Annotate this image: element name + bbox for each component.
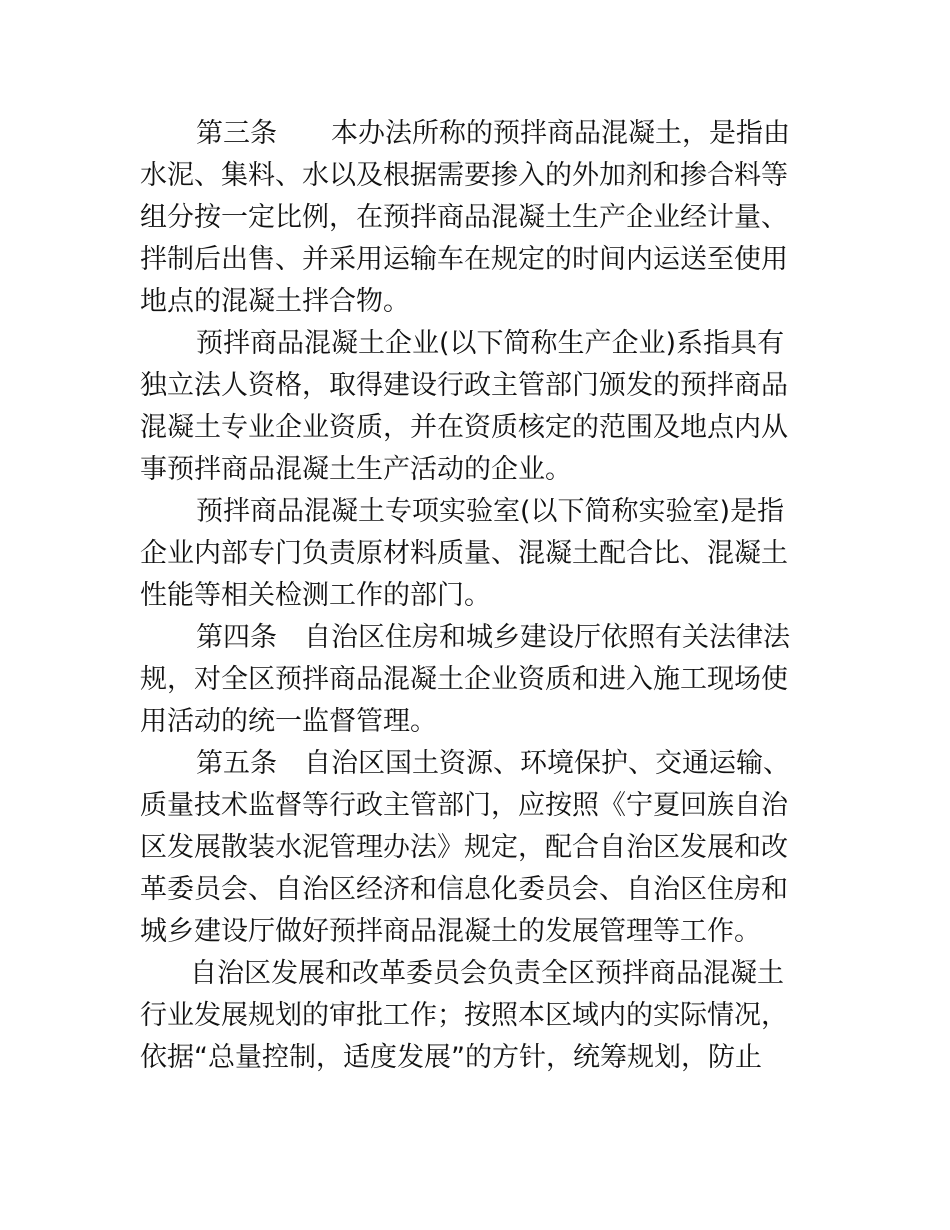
text-line: 预拌商品混凝土企业(以下简称生产企业)系指具有 [196,328,785,359]
text-line: 第四条 自治区住房和城乡建设厅依照有关法律法 [196,622,790,653]
text-line: 革委员会、自治区经济和信息化委员会、自治区住房和 [140,874,788,905]
text-line: 行业发展规划的审批工作；按照本区域内的实际情况， [140,1000,788,1031]
text-line: 组分按一定比例，在预拌商品混凝土生产企业经计量、 [140,202,788,233]
text-line: 规，对全区预拌商品混凝土企业资质和进入施工现场使 [140,664,788,695]
text-line: 用活动的统一监督管理。 [140,706,437,737]
text-line: 依据“总量控制，适度发展”的方针，统筹规划，防止 [140,1042,762,1073]
text-line: 城乡建设厅做好预拌商品混凝土的发展管理等工作。 [140,916,761,947]
document-body [140,113,815,1079]
text-line: 区发展散装水泥管理办法》规定，配合自治区发展和改 [140,832,788,863]
text-line: 第三条 本办法所称的预拌商品混凝土，是指由 [196,118,790,149]
text-line: 混凝土专业企业资质，并在资质核定的范围及地点内从 [140,412,788,443]
text-line: 企业内部专门负责原材料质量、混凝土配合比、混凝土 [140,538,788,569]
text-line: 性能等相关检测工作的部门。 [140,580,491,611]
text-line: 第五条 自治区国土资源、环境保护、交通运输、 [196,748,790,779]
text-line: 独立法人资格，取得建设行政主管部门颁发的预拌商品 [140,370,788,401]
text-line: 质量技术监督等行政主管部门，应按照《宁夏回族自治 [140,790,788,821]
text-line: 拌制后出售、并采用运输车在规定的时间内运送至使用 [140,244,788,275]
text-line: 自治区发展和改革委员会负责全区预拌商品混凝土 [190,958,784,989]
text-line: 地点的混凝土拌合物。 [140,286,410,317]
text-line: 水泥、集料、水以及根据需要掺入的外加剂和掺合料等 [140,160,788,191]
text-line: 事预拌商品混凝土生产活动的企业。 [140,454,572,485]
text-line: 预拌商品混凝土专项实验室(以下简称实验室)是指 [196,496,785,527]
